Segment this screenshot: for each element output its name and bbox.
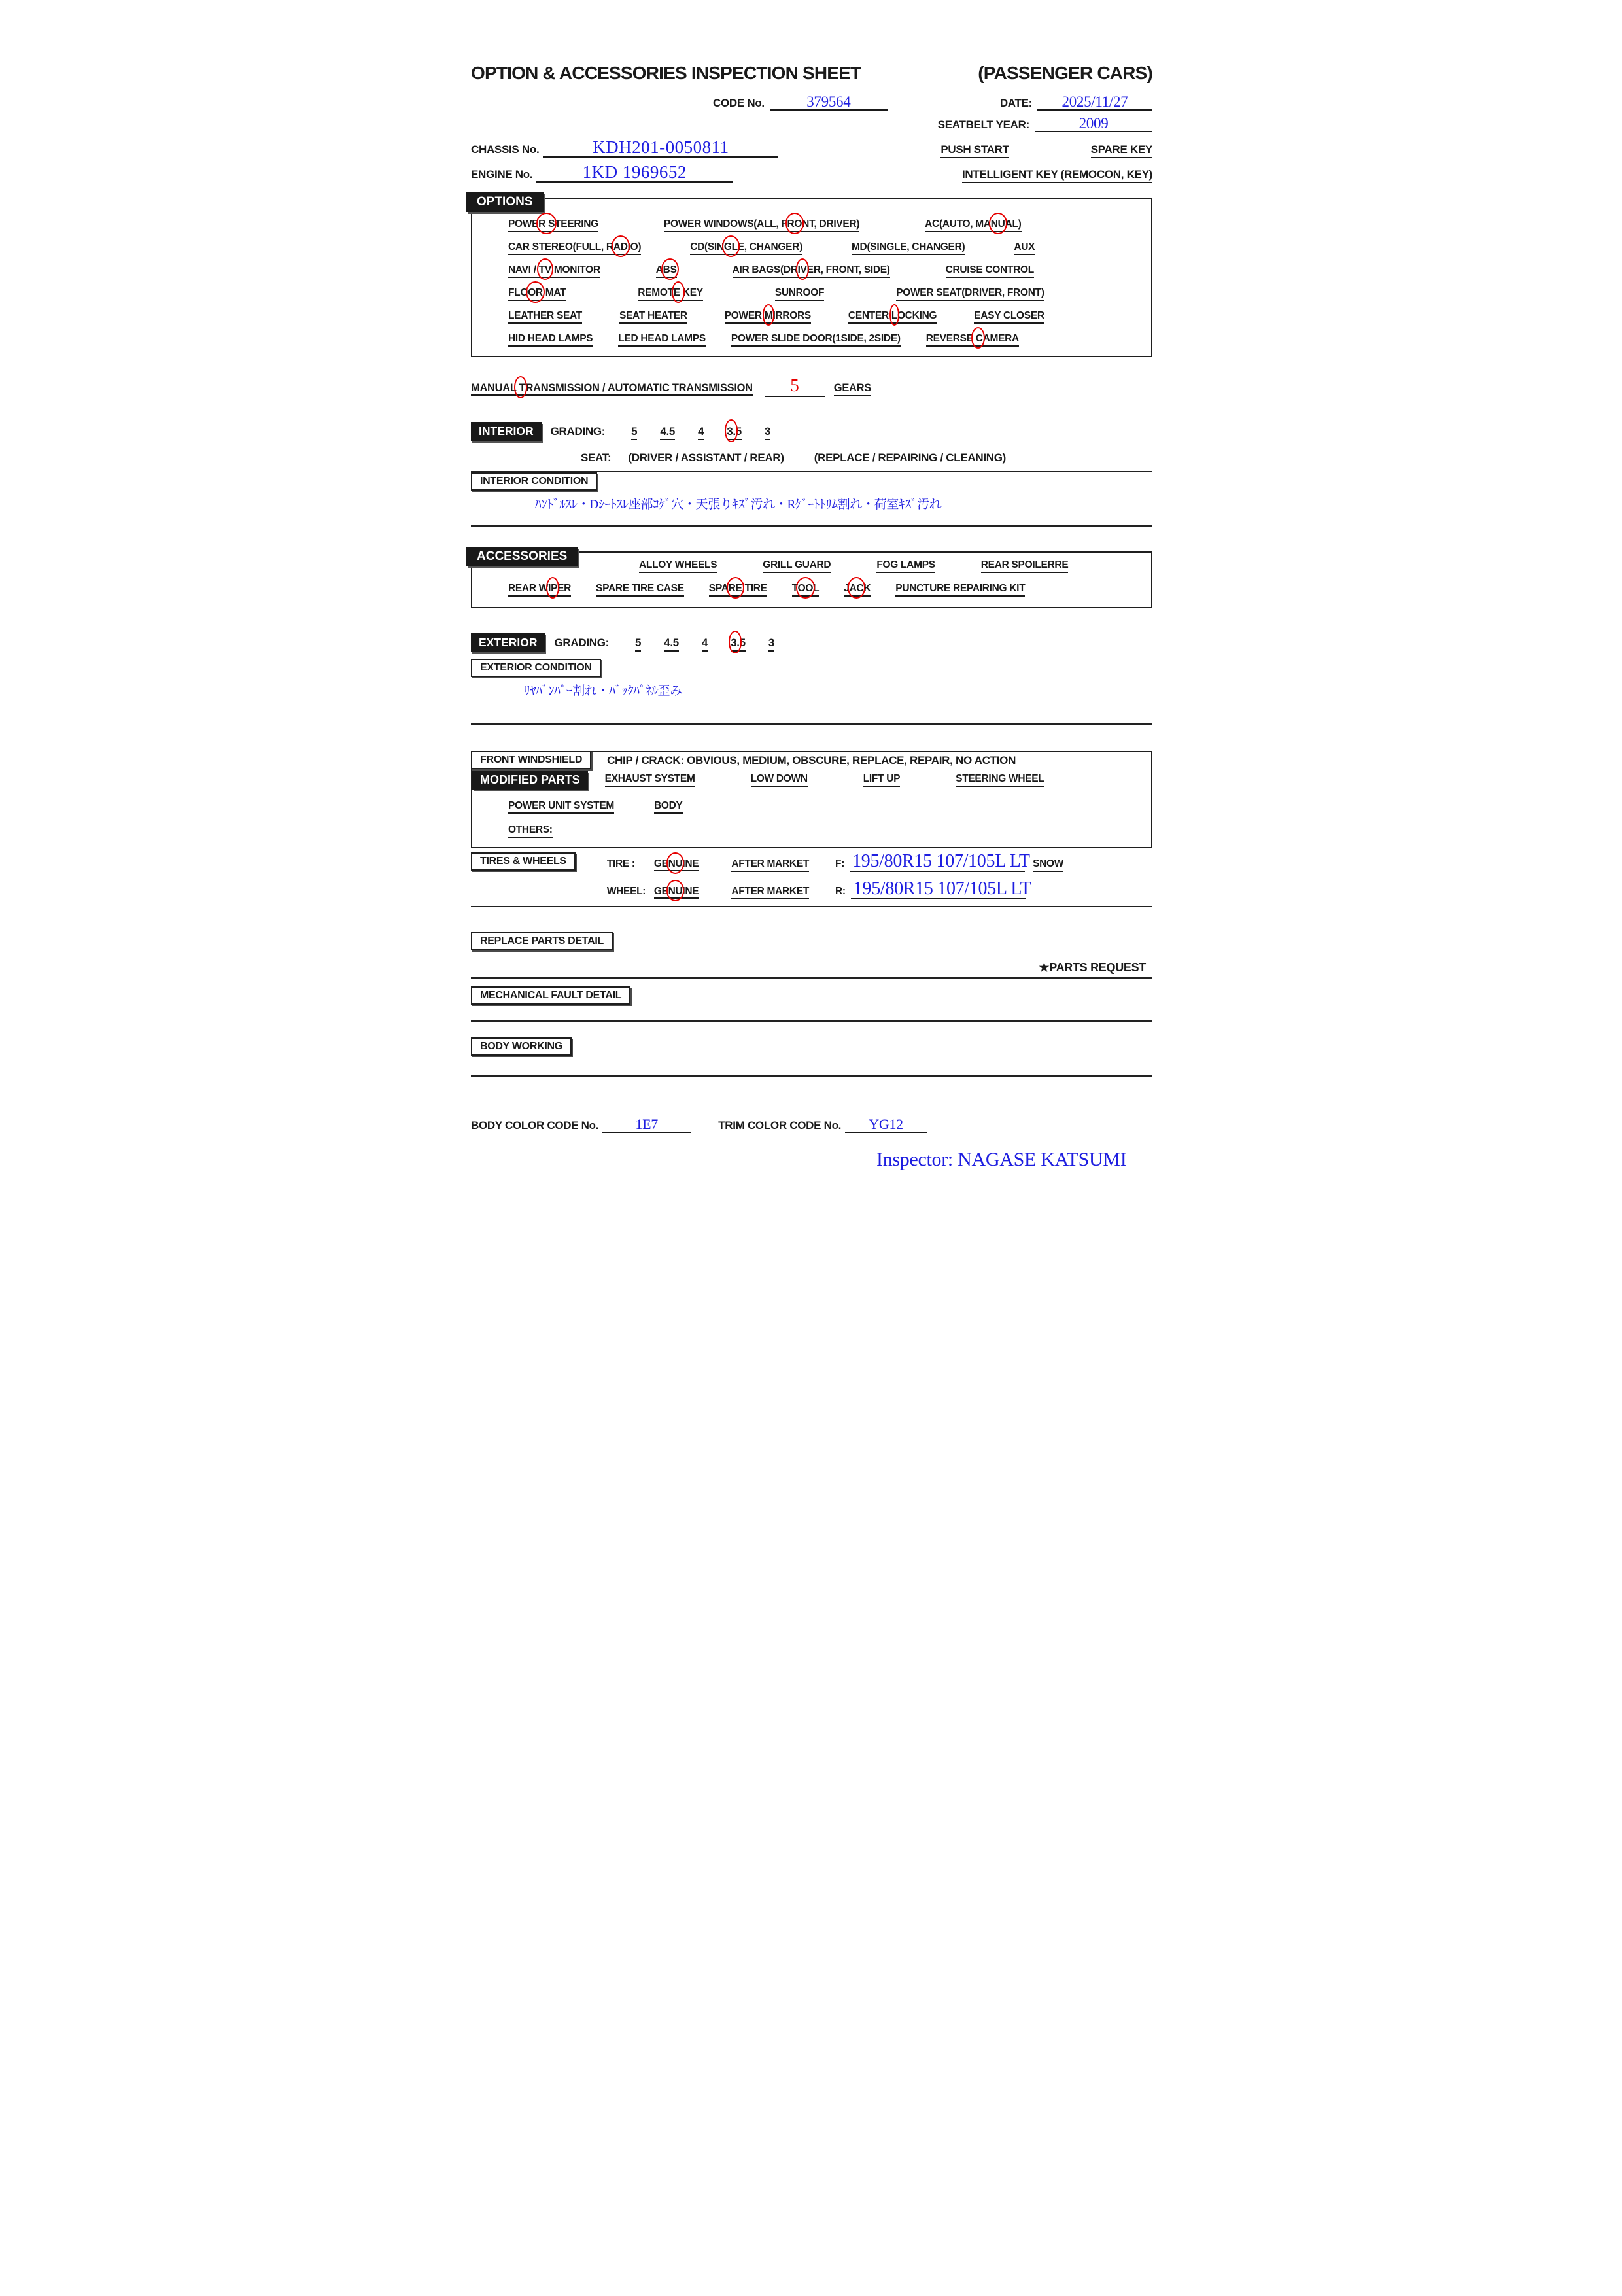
option-item: REAR WIPER [508,583,571,597]
seatbelt-label: SEATBELT YEAR: [937,118,1029,131]
option-item: POWER SLIDE DOOR(1SIDE, 2SIDE) [731,333,901,347]
red-circle-mark: 3. [727,425,736,438]
red-circle-mark: M [764,310,773,321]
options-row-3 [508,264,1143,278]
seat-label: SEAT: [581,451,612,464]
windshield-row [472,752,1143,769]
option-item: POWER UNIT SYSTEM [508,800,614,814]
option-item: MD(SINGLE, CHANGER) [852,241,965,255]
options-row-1 [508,218,1143,232]
seat-actions: (REPLACE / REPAIRING / CLEANING) [814,451,1007,464]
front-windshield-box: FRONT WINDSHIELD [471,751,591,769]
options-row-6 [508,333,1143,347]
exterior-condition-box: EXTERIOR CONDITION [471,659,601,677]
seatbelt-field [1035,116,1152,132]
option-item: POWER MIRRORS [725,310,811,324]
windshield-modified-section [471,751,1152,848]
red-circle-mark: NU [990,218,1005,230]
interior-section-label: INTERIOR [471,422,542,441]
tires-rows [607,852,1063,899]
red-circle-mark: IP [548,583,558,594]
option-item: 5 [635,636,641,652]
option-item: JACK [844,583,871,597]
modified-row-2 [472,800,1143,814]
divider [471,1020,1152,1022]
option-item: AUX [1014,241,1035,255]
interior-condition-box: INTERIOR CONDITION [471,472,597,491]
modified-row-1 [605,773,1044,787]
seat-options: (DRIVER / ASSISTANT / REAR) [628,451,784,464]
body-color-value: 1E7 [635,1116,658,1132]
body-color-row [471,1117,1152,1133]
parts-request-label [471,961,1152,975]
option-item: SPARE TIRE [709,583,767,597]
red-circle-mark: IV [797,264,807,275]
exterior-grading-label: GRADING: [554,636,610,649]
option-item: STEERING WHEEL [956,773,1044,787]
code-date-row [713,94,1152,111]
option-item: LED HEAD LAMPS [618,333,706,347]
trim-color-field [845,1117,927,1133]
wheel-genuine [654,886,699,897]
seatbelt-row [471,116,1152,132]
red-circle-mark: AD [613,241,628,252]
red-circle-mark: 3. [731,636,740,649]
option-item: FLOOR MAT [508,287,566,301]
option-item: POWER STEERING [508,218,598,232]
red-circle-mark: R S [538,218,555,230]
transmission-text [471,382,753,394]
accessories-section-label: ACCESSORIES [466,547,578,566]
modified-parts-label: MODIFIED PARTS [472,771,588,790]
body-color-field [602,1117,691,1133]
chassis-label: CHASSIS No. [471,143,540,156]
option-item: NAVI / TV MONITOR [508,264,600,278]
option-item: GRILL GUARD [763,559,831,573]
tire-rear-field [851,878,1031,899]
tire-row [607,852,1063,872]
option-item: SPARE TIRE CASE [596,583,684,597]
replace-parts-box: REPLACE PARTS DETAIL [471,932,613,950]
inspector-signature: Inspector: NAGASE KATSUMI [876,1149,1127,1170]
tire-front-value: 195/80R15 107/105L LT [852,851,1030,871]
red-circle-mark: RO [787,218,802,230]
code-label: CODE No. [713,97,765,109]
option-item: PUNCTURE REPAIRING KIT [895,583,1025,597]
red-circle-mark: NU [668,858,683,869]
tire-genuine [654,858,699,870]
gears-label: GEARS [834,382,871,396]
body-working-box: BODY WORKING [471,1037,572,1056]
option-item: TOOL [792,583,820,597]
gears-field [765,375,825,397]
option-item: AIR BAGS(DRIVER, FRONT, SIDE) [733,264,890,278]
options-row-4 [508,287,1143,301]
snow-label: SNOW [1033,858,1063,872]
red-circle-mark: T [516,382,526,394]
options-rows [508,218,1143,347]
red-circle-mark: C [973,333,983,344]
exterior-section-label: EXTERIOR [471,633,545,652]
code-value: 379564 [806,94,851,110]
divider [471,906,1152,907]
engine-value: 1KD 1969652 [582,162,687,182]
tire-rear-label: R: [835,886,846,897]
tire-front-field [850,851,1030,872]
tire-front-label: F: [835,858,845,869]
chassis-row [471,139,1152,158]
options-section-label: OPTIONS [466,192,544,212]
intelligent-key-label: INTELLIGENT KEY (REMOCON, KEY) [962,168,1152,183]
body-color-label: BODY COLOR CODE No. [471,1119,599,1132]
red-circle-mark: AC [849,583,864,594]
red-circle-mark: GL [723,241,738,252]
option-item: 3 [768,636,774,652]
option-item: REMOTE KEY [638,287,703,301]
option-item: POWER WINDOWS(ALL, FRONT, DRIVER) [664,218,859,232]
parts-request-text: ★PARTS REQUEST [1039,961,1146,974]
option-item: LEATHER SEAT [508,310,582,324]
seat-row [581,451,1152,464]
option-item: POWER SEAT(DRIVER, FRONT) [896,287,1044,301]
option-item: SUNROOF [775,287,824,301]
option-item: EXHAUST SYSTEM [605,773,695,787]
option-item: 4.5 [660,425,675,440]
transmission-row [471,375,1152,397]
option-item: HID HEAD LAMPS [508,333,593,347]
tires-wheels-box: TIRES & WHEELS [471,852,576,871]
chassis-value: KDH201-0050811 [593,137,729,157]
chassis-field [543,139,778,158]
engine-field [536,164,733,183]
option-item: LIFT UP [863,773,900,787]
options-row-5 [508,310,1143,324]
option-item: FOG LAMPS [876,559,935,573]
wheel-row [607,880,1063,899]
option-item: 3.5 [727,425,742,440]
exterior-condition-note: ﾘﾔﾊﾞﾝﾊﾟｰ割れ・ﾊﾞｯｸﾊﾟﾈﾙ歪み [524,684,682,698]
red-circle-mark: BS [663,264,677,275]
tire-label: TIRE : [606,858,635,869]
inspector-row [876,1150,1152,1170]
option-item: LOW DOWN [751,773,808,787]
mechanical-fault-box: MECHANICAL FAULT DETAIL [471,986,630,1005]
interior-grading-row [471,422,1152,441]
red-circle-mark: E [673,287,683,298]
option-item: EASY CLOSER [974,310,1044,324]
wheel-after-market: AFTER MARKET [731,886,809,899]
option-item: BODY [654,800,683,814]
option-item: REVERSE CAMERA [926,333,1019,347]
options-section [471,195,1152,357]
option-item: SEAT HEATER [619,310,687,324]
spare-key-label: SPARE KEY [1091,143,1152,158]
option-item: 5 [631,425,637,440]
option-item: MANUAL TRANSMISSION / AUTOMATIC TRANSMISSION [471,382,753,396]
option-item: 4.5 [664,636,679,652]
red-circle-mark: L [891,310,898,321]
page-subtitle: (PASSENGER CARS) [978,63,1152,83]
code-field [770,94,888,111]
option-item: GENUINE [654,858,699,871]
red-circle-mark: RE [728,583,742,594]
interior-grades [631,425,770,440]
push-start-label: PUSH START [940,143,1009,158]
divider [471,1075,1152,1077]
tire-rear-value: 195/80R15 107/105L LT [853,878,1031,899]
red-circle-mark: OO [797,583,814,594]
tires-section [471,852,1152,899]
option-item: 4 [702,636,708,652]
tire-after-market: AFTER MARKET [731,858,809,872]
option-item: CRUISE CONTROL [946,264,1034,278]
option-item: CD(SINGLE, CHANGER) [690,241,802,255]
exterior-grades [635,636,774,652]
option-item: ABS [656,264,677,278]
divider [471,723,1152,725]
date-label: DATE: [999,97,1032,109]
header [471,63,1152,84]
red-circle-mark: TV [538,264,551,275]
divider [471,977,1152,979]
option-item: GENUINE [654,886,699,899]
options-row-2 [508,241,1143,255]
option-item: CAR STEREO(FULL, RADIO) [508,241,641,255]
red-circle-mark: OR [528,287,543,298]
engine-label: ENGINE No. [471,168,533,181]
page-title: OPTION & ACCESSORIES INSPECTION SHEET [471,63,861,83]
interior-condition-note: ﾊﾝﾄﾞﾙｽﾚ・Dｼｰﾄｽﾚ座部ｺｹﾞ穴・天張りｷｽﾞ汚れ・Rｹﾞｰﾄﾄﾘﾑ割れ・荷室ｷｽﾞ汚れ [535,498,942,512]
seatbelt-value: 2009 [1078,115,1109,131]
others-label: OTHERS: [508,824,553,838]
option-item: CENTER LOCKING [848,310,937,324]
inspection-sheet [406,0,1216,1248]
option-item: 3 [765,425,770,440]
option-item: 4 [698,425,704,440]
wheel-label: WHEEL: [606,886,646,897]
option-item: AC(AUTO, MANUAL) [925,218,1021,232]
chip-crack-text: CHIP / CRACK: OBVIOUS, MEDIUM, OBSCURE, REPLACE, REPAIR, NO ACTION [607,754,1016,767]
red-circle-mark: NU [668,886,683,897]
gears-value: 5 [790,375,799,395]
interior-grading-label: GRADING: [550,425,606,438]
others-row [472,824,1143,838]
option-item: 3.5 [731,636,746,652]
date-value: 2025/11/27 [1061,94,1128,110]
option-item: REAR SPOILERRE [981,559,1069,573]
trim-color-label: TRIM COLOR CODE No. [718,1119,842,1132]
accessories-section [471,551,1152,608]
trim-color-value: YG12 [869,1116,903,1132]
engine-row [471,164,1152,183]
option-item: ALLOY WHEELS [639,559,717,573]
accessories-row-2 [508,583,1143,597]
date-field [1037,94,1152,111]
modified-parts-row [472,771,1143,790]
exterior-grading-row [471,633,1152,652]
accessories-row-1 [639,559,1143,573]
divider [471,525,1152,527]
